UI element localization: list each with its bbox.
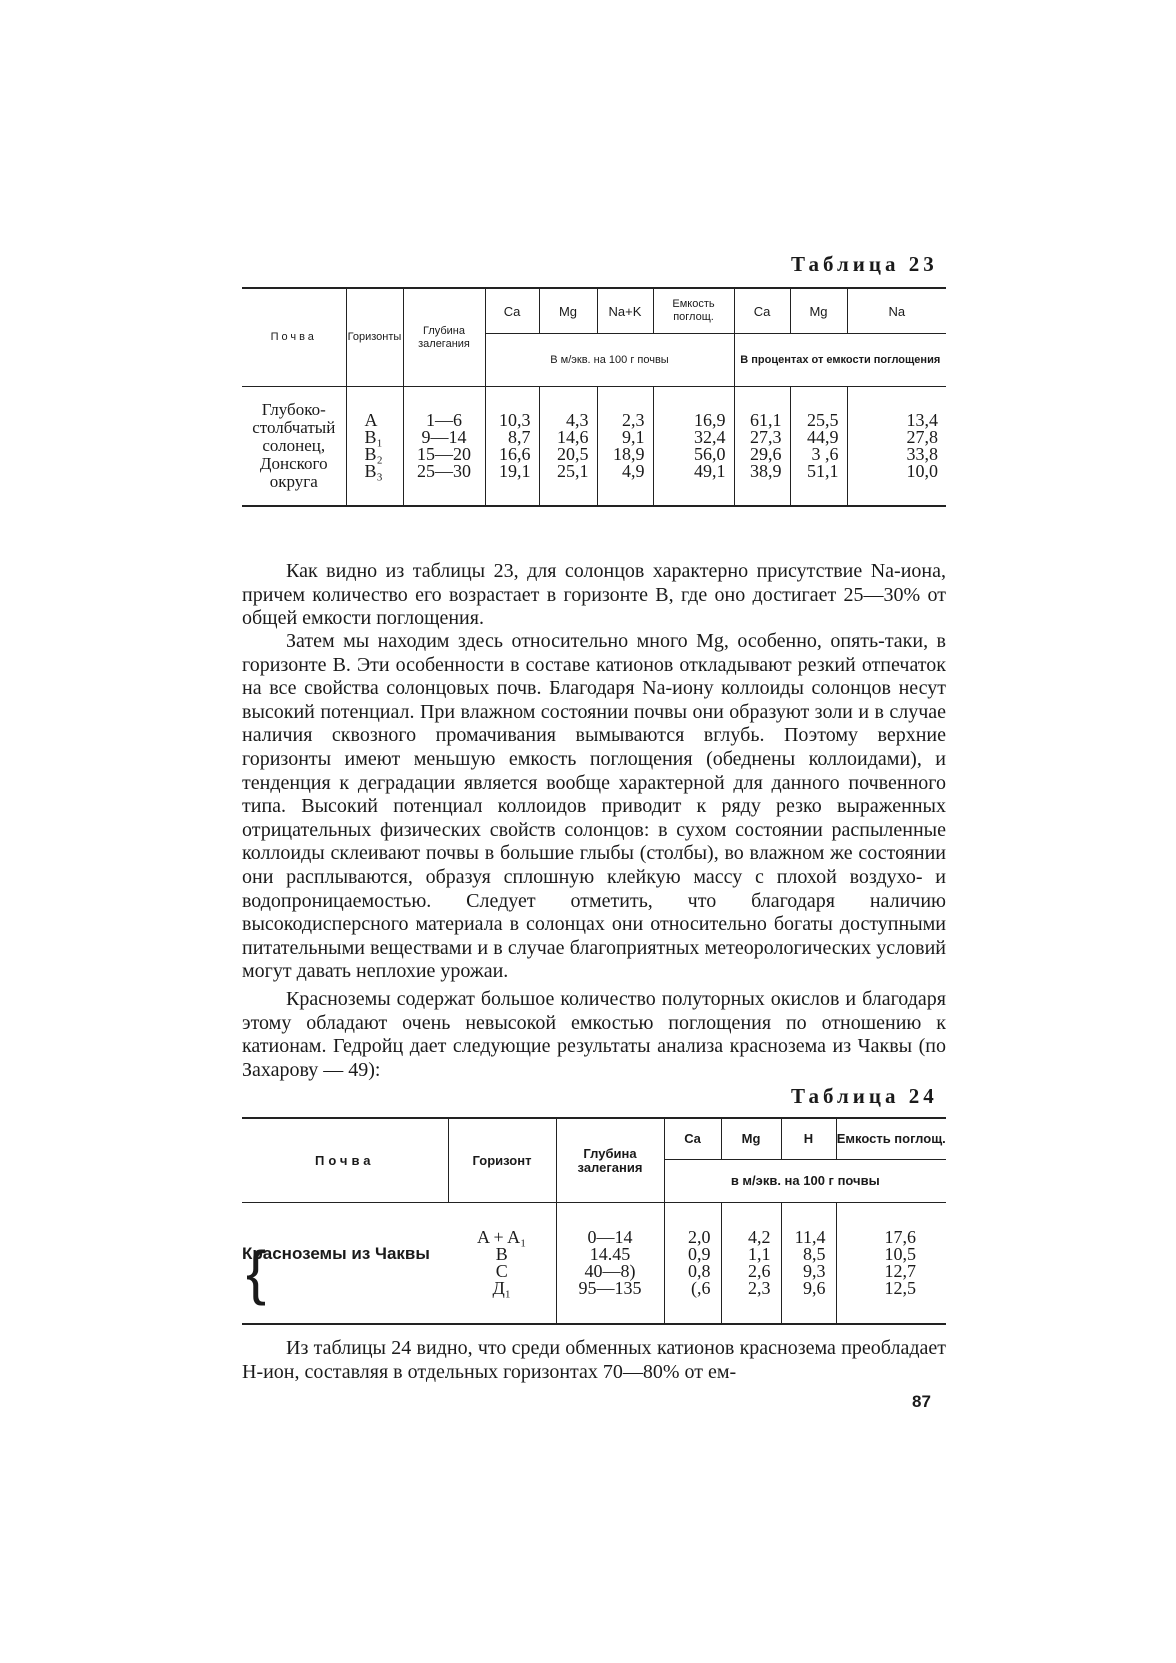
mg-value: 1,1	[748, 1244, 771, 1264]
header-ca-pct: Ca	[734, 288, 790, 334]
ca-pct-value: 61,1	[750, 410, 782, 430]
horizons-cell	[448, 1203, 556, 1325]
depth-value: 95—135	[578, 1278, 642, 1298]
nak-value: 18,9	[613, 444, 645, 464]
ca-pct-value: 27,3	[750, 427, 782, 447]
header-capacity: Емкость поглощ.	[836, 1118, 946, 1160]
h-cell	[781, 1203, 836, 1325]
paragraph-3: Красноземы содержат большое количество полуторных окислов и благодаря этому обладают очень невысокой емкостью поглощения по отношению к катионам. Гедройц дает следующие результаты анализа краснозема из Чаквы (по Захарову — 49):	[242, 988, 946, 1081]
capacity-cell	[836, 1203, 946, 1325]
horizon-value: C	[495, 1261, 508, 1281]
paragraph-2: Затем мы находим здесь относительно много Mg, особенно, опять-таки, в горизонте B. Эти особенности в составе катионов откладывают резкий отпечаток на все свойства солонцовых почв. Благодаря Na-иону коллоиды солонцов несут высокий потенциал. При влажном состоянии почвы они образуют золи и в случае наличия сквозного промачивания вымываются вглубь. Поэтому верхние горизонты имеют меньшую емкость поглощения (обеднены коллоидами), и тенденция к деградации является вообще характерной для данного почвенного типа. Высокий потенциал коллоидов приводит к ряду резко выраженных отрицательных физических свойств солонцов: в сухом состоянии распыленные коллоиды склеивают почвы в большие глыбы (столбы), во влажном же состоянии они расплываются, образуя сплошную клейкую массу с плохой воздухо- и водопроницаемостью. Следует отметить, что благодаря наличию высокодисперсного материала в солонцах они относительно богаты доступными питательными веществами и в случае благоприятных метеорологических условий могут давать неплохие урожаи.	[242, 630, 946, 983]
horizon-value: A + A₁	[477, 1227, 527, 1247]
header-soil: Почва	[242, 288, 346, 387]
ca-value: 16,6	[499, 444, 531, 464]
ca-value: 2,0	[688, 1227, 711, 1247]
na-pct-value: 10,0	[906, 461, 938, 481]
soil-name-cell	[242, 1203, 448, 1325]
page-number: 87	[912, 1392, 931, 1411]
ca-value: 0,8	[688, 1261, 711, 1281]
h-value: 8,5	[803, 1244, 826, 1264]
depth-value: 1—6	[426, 410, 462, 430]
depth-cell	[403, 387, 485, 507]
depth-value: 0—14	[587, 1227, 633, 1247]
nak-value: 9,1	[622, 427, 645, 447]
capacity-value: 17,6	[884, 1227, 916, 1247]
depth-value: 15—20	[417, 444, 471, 464]
capacity-value: 10,5	[884, 1244, 916, 1264]
header-soil: Почва	[242, 1118, 448, 1203]
mg-cell	[539, 387, 597, 507]
nak-value: 2,3	[622, 410, 645, 430]
ca-value: 0,9	[688, 1244, 711, 1264]
mg-value: 25,1	[557, 461, 589, 481]
header-mg-pct: Mg	[790, 288, 847, 334]
header-group-meq: в м/экв. на 100 г почвы	[664, 1160, 946, 1203]
capacity-value: 16,9	[694, 410, 726, 430]
horizon-value: B₃	[364, 461, 383, 481]
table-23-caption: Таблица 23	[791, 252, 938, 276]
capacity-value: 12,5	[884, 1278, 916, 1298]
header-h: H	[781, 1118, 836, 1160]
header-horizon: Горизонт	[448, 1118, 556, 1203]
header-depth: Глубина залегания	[556, 1118, 664, 1203]
soil-name-line: Глубоко-	[261, 400, 326, 419]
ca-value: (,6	[691, 1278, 711, 1298]
soil-name-line: столбчатый	[252, 418, 336, 437]
mg-pct-value: 3 ,6	[811, 444, 839, 464]
mg-pct-cell	[790, 387, 847, 507]
h-value: 9,6	[803, 1278, 826, 1298]
depth-value: 40—8)	[584, 1261, 636, 1281]
horizons-cell	[346, 387, 403, 507]
header-group-meq: В м/экв. на 100 г почвы	[485, 334, 734, 387]
h-value: 11,4	[794, 1227, 826, 1247]
ca-value: 8,7	[508, 427, 531, 447]
na-pct-value: 27,8	[906, 427, 938, 447]
mg-pct-value: 51,1	[807, 461, 839, 481]
mg-value: 20,5	[557, 444, 589, 464]
mg-cell	[721, 1203, 781, 1325]
depth-value: 25—30	[417, 461, 471, 481]
depth-value: 9—14	[421, 427, 467, 447]
mg-value: 14,6	[557, 427, 589, 447]
nak-value: 4,9	[622, 461, 645, 481]
nak-cell	[597, 387, 653, 507]
header-na-pct: Na	[847, 288, 946, 334]
h-value: 9,3	[803, 1261, 826, 1281]
brace-icon: {	[246, 1238, 267, 1306]
mg-pct-value: 25,5	[807, 410, 839, 430]
header-nak: Na+K	[597, 288, 653, 334]
table-24	[242, 1117, 946, 1325]
ca-cell	[664, 1203, 721, 1325]
mg-value: 2,3	[748, 1278, 771, 1298]
depth-value: 14.45	[589, 1244, 631, 1264]
capacity-cell	[653, 387, 734, 507]
header-ca: Ca	[664, 1118, 721, 1160]
header-depth: Глубина залегания	[403, 288, 485, 387]
capacity-value: 12,7	[884, 1261, 916, 1281]
na-pct-value: 13,4	[906, 410, 938, 430]
na-pct-value: 33,8	[906, 444, 938, 464]
ca-cell	[485, 387, 539, 507]
mg-value: 4,3	[566, 410, 589, 430]
header-capacity: Емкость поглощ.	[653, 288, 734, 334]
horizon-value: A	[364, 410, 378, 430]
header-ca: Ca	[485, 288, 539, 334]
header-mg: Mg	[721, 1118, 781, 1160]
mg-pct-value: 44,9	[807, 427, 839, 447]
na-pct-cell	[847, 387, 946, 507]
capacity-value: 32,4	[694, 427, 726, 447]
soil-name-line: округа	[269, 472, 318, 491]
soil-name: Красноземы из Чаквы	[242, 1244, 430, 1264]
horizon-value: Д₁	[492, 1278, 512, 1298]
soil-name-line: Донского	[259, 454, 328, 473]
ca-pct-cell	[734, 387, 790, 507]
ca-pct-value: 38,9	[750, 461, 782, 481]
soil-name-line: солонец,	[262, 436, 326, 455]
horizon-value: B₂	[364, 444, 383, 464]
table-23	[242, 287, 946, 507]
ca-value: 19,1	[499, 461, 531, 481]
capacity-value: 49,1	[694, 461, 726, 481]
mg-value: 2,6	[748, 1261, 771, 1281]
header-mg: Mg	[539, 288, 597, 334]
mg-value: 4,2	[748, 1227, 771, 1247]
horizon-value: B	[495, 1244, 508, 1264]
paragraph-4: Из таблицы 24 видно, что среди обменных катионов краснозема преобладает H-ион, составляя в отдельных горизонтах 70—80% от ем-	[242, 1337, 946, 1383]
depth-cell	[556, 1203, 664, 1325]
soil-name-cell	[242, 387, 346, 507]
horizon-value: B₁	[364, 427, 383, 447]
table-24-caption: Таблица 24	[791, 1084, 938, 1108]
capacity-value: 56,0	[694, 444, 726, 464]
header-horizons: Горизонты	[346, 288, 403, 387]
paragraph-1: Как видно из таблицы 23, для солонцов характерно присутствие Na-иона, причем количество его возрастает в горизонте B, где оно достигает 25—30% от общей емкости поглощения.	[242, 560, 946, 630]
ca-value: 10,3	[499, 410, 531, 430]
header-group-pct: В процентах от емкости поглощения	[734, 334, 946, 387]
ca-pct-value: 29,6	[750, 444, 782, 464]
